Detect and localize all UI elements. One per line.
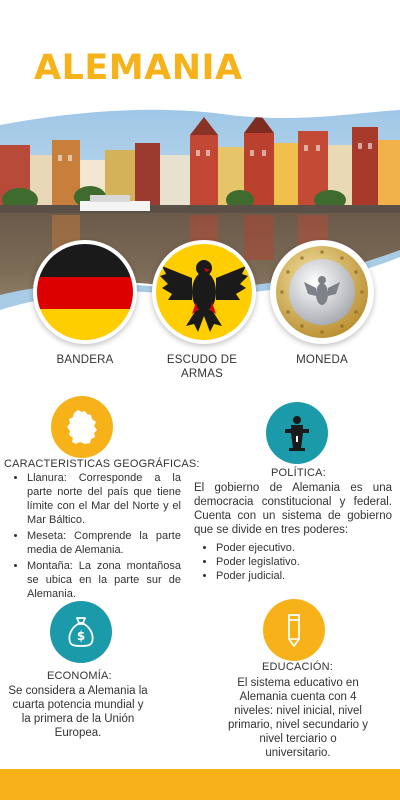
svg-text:$: $ [76,629,86,643]
economy-icon-circle [50,601,112,663]
education-icon-circle [263,599,325,661]
politics-list-block [194,539,392,583]
geography-item-llanura: • Llanura: Corresponde a la parte norte del país que tiene límite con el Mar del Norte y el Mar Báltico. [27,471,181,527]
geography-icon-circle [51,396,113,458]
coin-caption: MONEDA [296,354,348,366]
politics-heading: POLÍTICA: [271,467,326,479]
eagle-icon [156,244,252,340]
page-title: ALEMANIA [34,48,243,88]
education-text: El sistema educativo en Alemania cuenta con 4 niveles: nivel inicial, nivel primario, nivel secundario y nivel terciario o universitario. [228,677,368,759]
politics-item-judicial: • Poder judicial. [216,569,392,583]
euro-coin-emblem [270,240,374,344]
geography-item-montana: • Montaña: La zona montañosa se ubica en la parte sur de Alemania. [27,559,181,601]
economy-text: Se considera a Alemania la cuarta potencia mundial y la primera de la Unión Europea. [8,685,148,739]
education-heading: EDUCACIÓN: [262,661,334,673]
politics-item-ejecutivo: • Poder ejecutivo. [216,541,392,555]
footer-bar [0,769,400,800]
flag-emblem [33,240,137,344]
politics-icon-circle [266,402,328,464]
geography-item-meseta: • Meseta: Comprende la parte media de Alemania. [27,529,181,557]
money-bag-icon [67,616,95,648]
coat-of-arms-caption: ESCUDO DE ARMAS [166,354,238,380]
geography-heading: CARACTERISTICAS GEOGRÁFICAS: [4,458,200,470]
politics-text: El gobierno de Alemania es una democracia constitucional y federal. Cuenta con un sistema de gobierno que se divide en tres poderes: [194,482,392,536]
speaker-podium-icon [282,415,312,451]
coat-of-arms-emblem [152,240,256,344]
politics-item-legislativo: • Poder legislativo. [216,555,392,569]
pencil-icon [284,612,304,648]
coin-icon [274,244,370,340]
germany-flag-icon [37,244,133,340]
germany-map-icon [66,409,98,445]
economy-heading: ECONOMÍA: [47,670,112,682]
geography-list-block [3,469,181,603]
flag-caption: BANDERA [56,354,114,366]
